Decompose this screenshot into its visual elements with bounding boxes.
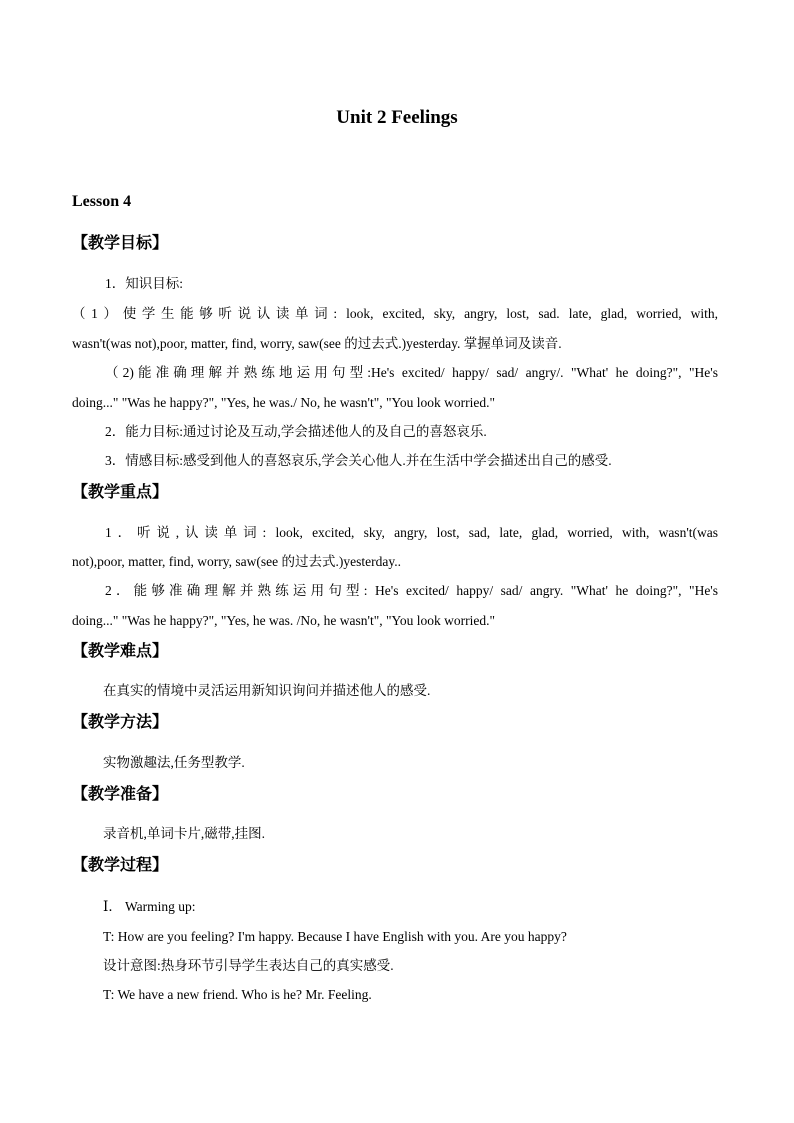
key-points-line: not),poor, matter, find, worry, saw(see 的过去式.)yesterday.. (72, 554, 401, 569)
lesson-heading: Lesson 4 (72, 193, 132, 210)
key-points-line: 1．听说,认读单词: look, excited, sky, angry, lost, sad, late, glad, worried, with, wasn't(was (105, 525, 718, 540)
difficulties-line: 在真实的情境中灵活运用新知识询问并描述他人的感受. (103, 683, 431, 698)
preparation-line: 录音机,单词卡片,磁带,挂图. (103, 826, 265, 841)
objectives-line: （2)能准确理解并熟练地运用句型:He's excited/ happy/ sad/ angry/. "What' he doing?", "He's (105, 365, 718, 380)
process-line: T: We have a new friend. Who is he? Mr. Feeling. (103, 987, 372, 1002)
key-points-line: doing..." "Was he happy?", "Yes, he was. /No, he wasn't", "You look worried." (72, 613, 496, 628)
objectives-line: 1．知识目标: (105, 276, 184, 291)
objectives-line: wasn't(was not),poor, matter, find, worry, saw(see 的过去式.)yesterday. 掌握单词及读音. (72, 336, 562, 351)
objectives-line: （1）使学生能够听说认读单词: look, excited, sky, angry, lost, sad. late, glad, worried, with, (72, 306, 718, 321)
section-heading-process: 【教学过程】 (72, 855, 169, 874)
process-line: 设计意图:热身环节引导学生表达自己的真实感受. (103, 958, 394, 973)
process-line: T: How are you feeling? I'm happy. Because I have English with you. Are you happy? (103, 929, 567, 944)
document-title: Unit 2 Feelings (336, 107, 458, 128)
section-heading-preparation: 【教学准备】 (72, 784, 169, 803)
section-heading-key-points: 【教学重点】 (72, 482, 169, 501)
objectives-line: 2．能力目标:通过讨论及互动,学会描述他人的及自己的喜怒哀乐. (105, 424, 487, 439)
section-heading-difficulties: 【教学难点】 (72, 641, 169, 660)
section-heading-objectives: 【教学目标】 (72, 233, 169, 252)
process-line: Ⅰ． Warming up: (103, 899, 196, 914)
objectives-line: 3．情感目标:感受到他人的喜怒哀乐,学会关心他人.并在生活中学会描述出自己的感受. (105, 453, 612, 468)
objectives-line: doing..." "Was he happy?", "Yes, he was./ No, he wasn't", "You look worried." (72, 395, 496, 410)
key-points-line: 2．能够准确理解并熟练运用句型: He's excited/ happy/ sad/ angry. "What' he doing?", "He's (105, 583, 718, 598)
section-heading-methods: 【教学方法】 (72, 712, 169, 731)
methods-line: 实物激趣法,任务型教学. (103, 755, 245, 770)
